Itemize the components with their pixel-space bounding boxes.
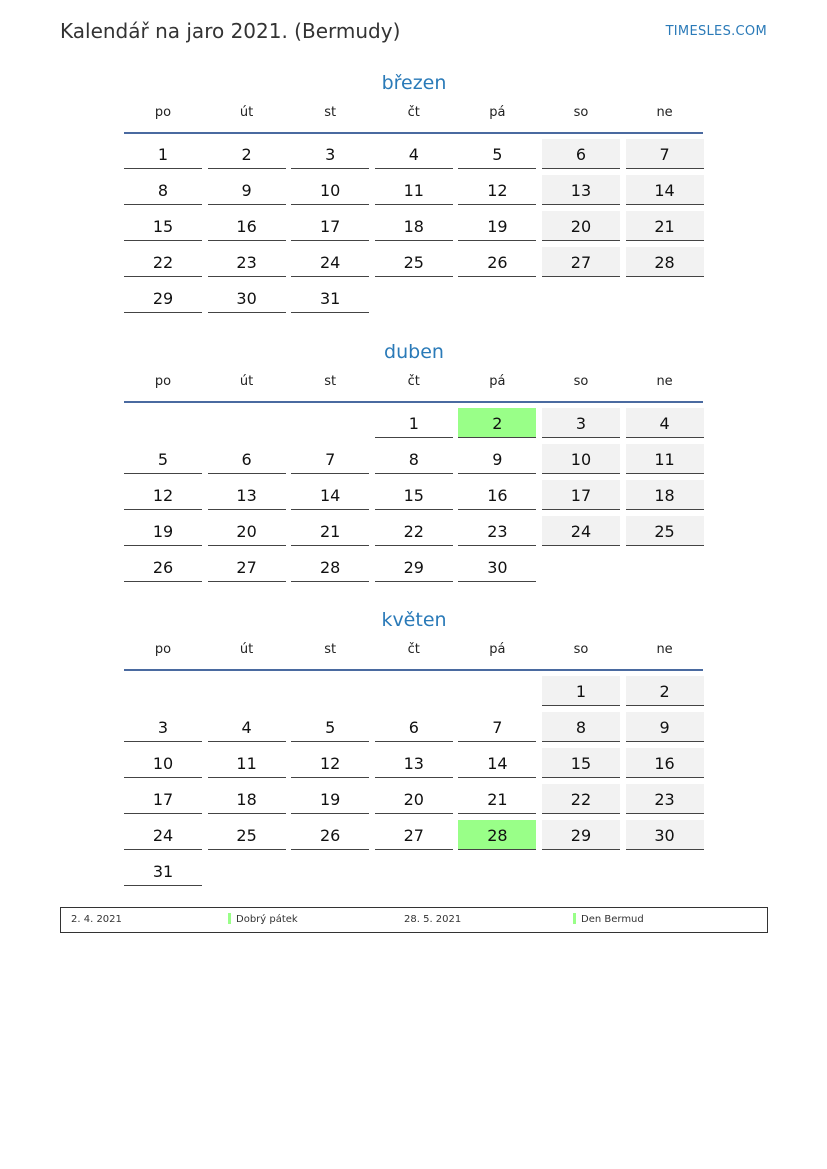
header-divider xyxy=(124,132,703,134)
day-cell: 11 xyxy=(375,175,453,205)
weekday-label: čt xyxy=(407,642,420,657)
empty-cell xyxy=(124,676,202,706)
holiday-color-marker xyxy=(228,913,231,924)
week-row xyxy=(124,516,704,552)
day-cell: 1 xyxy=(124,139,202,169)
day-cell: 21 xyxy=(458,784,536,814)
day-cell: 3 xyxy=(124,712,202,742)
weekday-label: út xyxy=(239,105,254,120)
legend-name: Dobrý pátek xyxy=(236,914,298,925)
day-cell: 7 xyxy=(626,139,704,169)
month-name: duben xyxy=(384,341,444,363)
day-cell: 7 xyxy=(458,712,536,742)
day-cell: 27 xyxy=(542,247,620,277)
empty-cell xyxy=(208,676,286,706)
day-cell: 22 xyxy=(124,247,202,277)
day-cell: 27 xyxy=(208,552,286,582)
day-cell: 15 xyxy=(124,211,202,241)
empty-cell xyxy=(458,283,536,313)
weekday-label: čt xyxy=(407,105,420,120)
day-cell: 22 xyxy=(542,784,620,814)
empty-cell xyxy=(375,856,453,886)
legend-date: 28. 5. 2021 xyxy=(404,914,462,925)
day-cell: 26 xyxy=(124,552,202,582)
week-row xyxy=(124,856,704,892)
day-cell: 24 xyxy=(124,820,202,850)
legend-holiday-name xyxy=(573,908,644,932)
empty-cell xyxy=(124,408,202,438)
day-cell: 28 xyxy=(291,552,369,582)
weekday-label: pá xyxy=(489,105,506,120)
day-cell: 1 xyxy=(375,408,453,438)
week-row xyxy=(124,211,704,247)
day-cell: 6 xyxy=(542,139,620,169)
day-cell: 19 xyxy=(458,211,536,241)
day-cell: 15 xyxy=(542,748,620,778)
day-cell: 23 xyxy=(458,516,536,546)
weekday-label: so xyxy=(573,105,589,120)
weekday-label: čt xyxy=(407,374,420,389)
week-row xyxy=(124,247,704,283)
day-cell: 4 xyxy=(626,408,704,438)
day-cell: 12 xyxy=(458,175,536,205)
day-cell: 5 xyxy=(291,712,369,742)
holiday-color-marker xyxy=(573,913,576,924)
day-cell: 19 xyxy=(124,516,202,546)
day-cell: 21 xyxy=(626,211,704,241)
day-cell: 20 xyxy=(208,516,286,546)
day-cell: 18 xyxy=(208,784,286,814)
week-row xyxy=(124,408,704,444)
day-cell: 28 xyxy=(458,820,536,850)
weekday-label: pá xyxy=(489,374,506,389)
day-cell: 17 xyxy=(542,480,620,510)
header-divider xyxy=(124,401,703,403)
weekday-label: st xyxy=(324,105,337,120)
day-cell: 4 xyxy=(375,139,453,169)
empty-cell xyxy=(458,676,536,706)
month-may xyxy=(124,605,704,892)
week-row xyxy=(124,480,704,516)
empty-cell xyxy=(291,676,369,706)
month-name: březen xyxy=(381,72,447,94)
day-cell: 24 xyxy=(291,247,369,277)
weekday-header xyxy=(124,371,704,401)
day-cell: 5 xyxy=(458,139,536,169)
weekday-label: út xyxy=(239,374,254,389)
day-cell: 27 xyxy=(375,820,453,850)
weekday-label: ne xyxy=(656,374,673,389)
day-cell: 11 xyxy=(208,748,286,778)
day-cell: 12 xyxy=(124,480,202,510)
day-grid xyxy=(124,408,704,588)
empty-cell xyxy=(375,283,453,313)
week-row xyxy=(124,820,704,856)
week-row xyxy=(124,784,704,820)
day-cell: 17 xyxy=(291,211,369,241)
day-cell: 28 xyxy=(626,247,704,277)
month-april xyxy=(124,337,704,588)
week-row xyxy=(124,712,704,748)
day-cell: 31 xyxy=(124,856,202,886)
day-cell: 6 xyxy=(208,444,286,474)
day-cell: 13 xyxy=(375,748,453,778)
weekday-label: út xyxy=(239,642,254,657)
day-cell: 30 xyxy=(208,283,286,313)
day-grid xyxy=(124,139,704,319)
day-cell: 8 xyxy=(375,444,453,474)
day-cell: 25 xyxy=(375,247,453,277)
empty-cell xyxy=(291,408,369,438)
brand-link[interactable]: TIMESLES.COM xyxy=(665,24,767,39)
day-cell: 30 xyxy=(458,552,536,582)
day-cell: 16 xyxy=(626,748,704,778)
week-row xyxy=(124,748,704,784)
day-cell: 3 xyxy=(291,139,369,169)
empty-cell xyxy=(208,856,286,886)
day-grid xyxy=(124,676,704,892)
day-cell: 18 xyxy=(375,211,453,241)
week-row xyxy=(124,552,704,588)
week-row xyxy=(124,444,704,480)
day-cell: 14 xyxy=(458,748,536,778)
day-cell: 1 xyxy=(542,676,620,706)
weekday-label: ne xyxy=(656,642,673,657)
day-cell: 25 xyxy=(208,820,286,850)
day-cell: 2 xyxy=(626,676,704,706)
day-cell: 23 xyxy=(626,784,704,814)
empty-cell xyxy=(626,552,704,582)
page-title: Kalendář na jaro 2021. (Bermudy) xyxy=(60,19,401,43)
day-cell: 5 xyxy=(124,444,202,474)
empty-cell xyxy=(375,676,453,706)
day-cell: 12 xyxy=(291,748,369,778)
weekday-header xyxy=(124,102,704,132)
day-cell: 20 xyxy=(542,211,620,241)
empty-cell xyxy=(458,856,536,886)
day-cell: 29 xyxy=(542,820,620,850)
month-march xyxy=(124,68,704,319)
day-cell: 13 xyxy=(542,175,620,205)
weekday-label: ne xyxy=(656,105,673,120)
day-cell: 11 xyxy=(626,444,704,474)
day-cell: 16 xyxy=(458,480,536,510)
day-cell: 4 xyxy=(208,712,286,742)
legend-date: 2. 4. 2021 xyxy=(71,914,122,925)
weekday-label: pá xyxy=(489,642,506,657)
weekday-label: st xyxy=(324,642,337,657)
week-row xyxy=(124,175,704,211)
day-cell: 26 xyxy=(291,820,369,850)
legend-name: Den Bermud xyxy=(581,914,644,925)
month-name: květen xyxy=(381,609,447,631)
weekday-label: po xyxy=(154,105,172,120)
empty-cell xyxy=(291,856,369,886)
empty-cell xyxy=(626,856,704,886)
day-cell: 9 xyxy=(626,712,704,742)
day-cell: 10 xyxy=(124,748,202,778)
day-cell: 21 xyxy=(291,516,369,546)
weekday-label: st xyxy=(324,374,337,389)
empty-cell xyxy=(542,283,620,313)
day-cell: 9 xyxy=(458,444,536,474)
weekday-label: so xyxy=(573,642,589,657)
day-cell: 20 xyxy=(375,784,453,814)
day-cell: 2 xyxy=(458,408,536,438)
weekday-label: so xyxy=(573,374,589,389)
day-cell: 24 xyxy=(542,516,620,546)
day-cell: 2 xyxy=(208,139,286,169)
empty-cell xyxy=(626,283,704,313)
day-cell: 25 xyxy=(626,516,704,546)
empty-cell xyxy=(542,856,620,886)
day-cell: 8 xyxy=(124,175,202,205)
day-cell: 14 xyxy=(626,175,704,205)
day-cell: 19 xyxy=(291,784,369,814)
day-cell: 15 xyxy=(375,480,453,510)
day-cell: 6 xyxy=(375,712,453,742)
day-cell: 8 xyxy=(542,712,620,742)
week-row xyxy=(124,676,704,712)
holiday-legend xyxy=(60,907,768,933)
day-cell: 22 xyxy=(375,516,453,546)
week-row xyxy=(124,283,704,319)
day-cell: 18 xyxy=(626,480,704,510)
day-cell: 31 xyxy=(291,283,369,313)
day-cell: 10 xyxy=(542,444,620,474)
day-cell: 9 xyxy=(208,175,286,205)
day-cell: 17 xyxy=(124,784,202,814)
day-cell: 3 xyxy=(542,408,620,438)
empty-cell xyxy=(542,552,620,582)
day-cell: 10 xyxy=(291,175,369,205)
day-cell: 29 xyxy=(124,283,202,313)
legend-holiday-name xyxy=(228,908,298,932)
day-cell: 30 xyxy=(626,820,704,850)
day-cell: 7 xyxy=(291,444,369,474)
header-divider xyxy=(124,669,703,671)
day-cell: 23 xyxy=(208,247,286,277)
weekday-header xyxy=(124,639,704,669)
empty-cell xyxy=(208,408,286,438)
weekday-label: po xyxy=(154,374,172,389)
week-row xyxy=(124,139,704,175)
day-cell: 26 xyxy=(458,247,536,277)
day-cell: 29 xyxy=(375,552,453,582)
weekday-label: po xyxy=(154,642,172,657)
day-cell: 16 xyxy=(208,211,286,241)
day-cell: 14 xyxy=(291,480,369,510)
day-cell: 13 xyxy=(208,480,286,510)
